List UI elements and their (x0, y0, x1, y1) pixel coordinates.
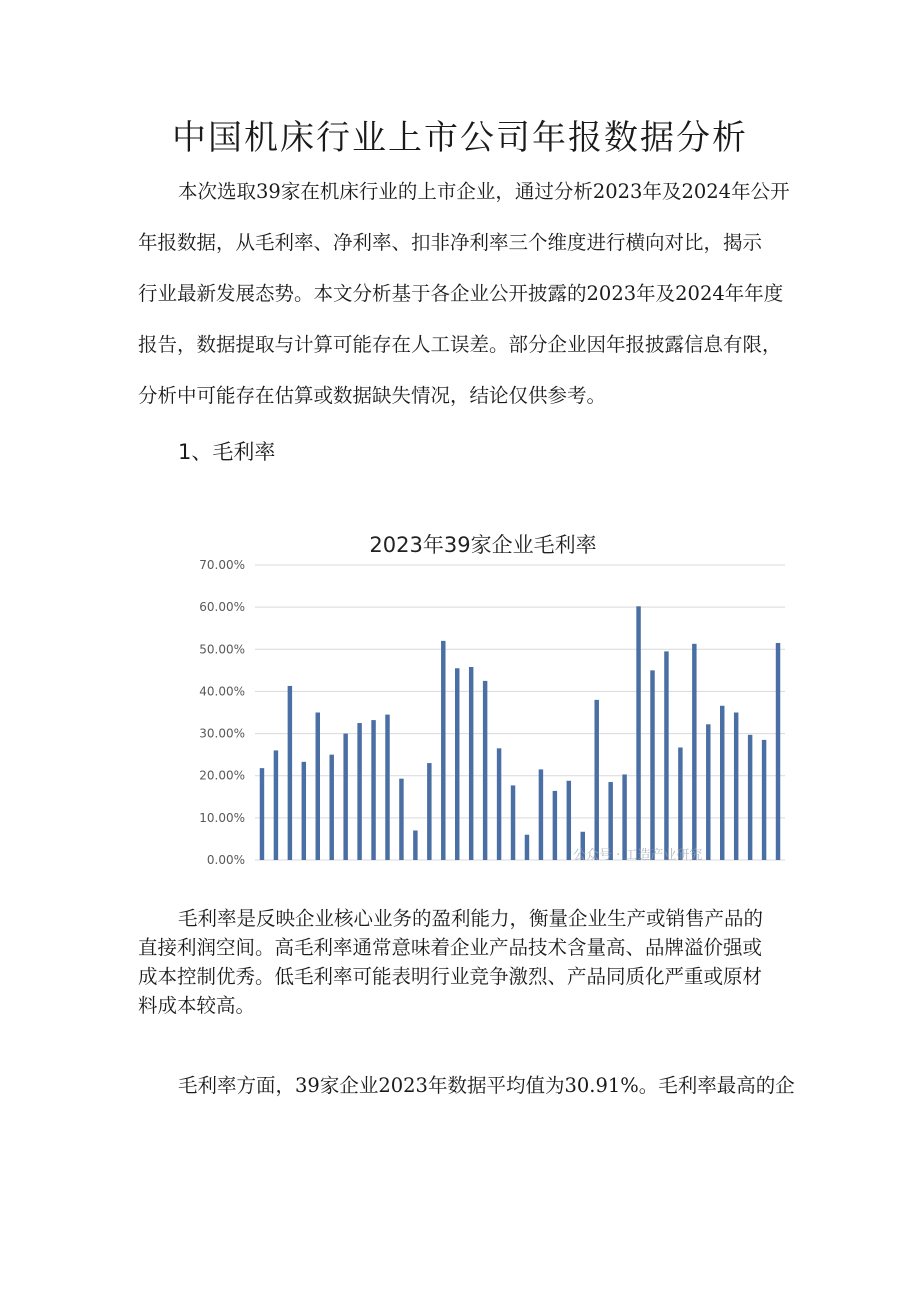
bar (692, 644, 696, 860)
y-tick-label: 70.00% (199, 558, 245, 572)
y-tick-label: 0.00% (206, 853, 245, 867)
section-heading: 1、毛利率 (178, 440, 276, 464)
bar (371, 720, 375, 860)
bar (413, 831, 417, 861)
bar (525, 835, 529, 860)
bar (762, 740, 766, 860)
bar (302, 762, 306, 860)
intro-line: 本次选取39家在机床行业的上市企业，通过分析2023年及2024年公开 (178, 180, 790, 203)
intro-line: 年报数据，从毛利率、净利率、扣非净利率三个维度进行横向对比，揭示 (138, 231, 763, 254)
page-title: 中国机床行业上市公司年报数据分析 (172, 118, 748, 158)
y-tick-label: 60.00% (199, 600, 245, 615)
bar (678, 747, 682, 860)
intro-paragraph (138, 166, 794, 421)
y-tick-label: 50.00% (199, 642, 245, 657)
bar (636, 606, 640, 860)
bar (706, 724, 710, 860)
bar (357, 723, 361, 860)
y-tick-label: 10.00% (199, 810, 245, 825)
bar (469, 667, 473, 860)
gm-line: 直接利润空间。高毛利率通常意味着企业产品技术含量高、品牌溢价强或 (138, 936, 763, 959)
bar (343, 734, 347, 860)
bar (427, 763, 431, 860)
bar (734, 713, 738, 861)
bar (776, 643, 780, 860)
gross-margin-chart (185, 520, 788, 875)
bar (260, 768, 264, 860)
y-tick-label: 30.00% (199, 726, 245, 741)
bar (650, 670, 654, 860)
chart-title: 2023年39家企业毛利率 (369, 533, 597, 557)
bar (567, 781, 571, 860)
bar (399, 779, 403, 860)
bar (441, 641, 445, 860)
bar (329, 755, 333, 860)
avg-line: 毛利率方面，39家企业2023年数据平均值为30.91%。毛利率最高的企 (178, 1074, 795, 1097)
gm-line: 毛利率是反映企业核心业务的盈利能力，衡量企业生产或销售产品的 (178, 907, 764, 930)
bar (539, 769, 543, 860)
bar (288, 686, 292, 860)
intro-line: 分析中可能存在估算或数据缺失情况，结论仅供参考。 (138, 384, 607, 407)
bar (316, 713, 320, 861)
bar (483, 681, 487, 860)
bar (594, 700, 598, 860)
chart-watermark: 公众号 · 工造产业研究 (573, 848, 703, 863)
intro-line: 报告，数据提取与计算可能存在人工误差。部分企业因年报披露信息有限， (138, 333, 782, 356)
gross-margin-paragraph (138, 904, 794, 1020)
gm-line: 料成本较高。 (138, 994, 256, 1017)
y-tick-label: 20.00% (199, 768, 245, 783)
bar (274, 750, 278, 860)
intro-line: 行业最新发展态势。本文分析基于各企业公开披露的2023年及2024年年度 (138, 282, 784, 305)
gm-line: 成本控制优秀。低毛利率可能表明行业竞争激烈、产品同质化严重或原材 (138, 965, 763, 988)
average-paragraph (138, 1071, 794, 1101)
bar (553, 791, 557, 860)
bar (720, 706, 724, 860)
bar (497, 748, 501, 860)
bar (385, 715, 389, 860)
bar (455, 668, 459, 860)
bar (664, 651, 668, 860)
bar (748, 735, 752, 860)
y-tick-label: 40.00% (199, 684, 245, 699)
bar (511, 785, 515, 860)
